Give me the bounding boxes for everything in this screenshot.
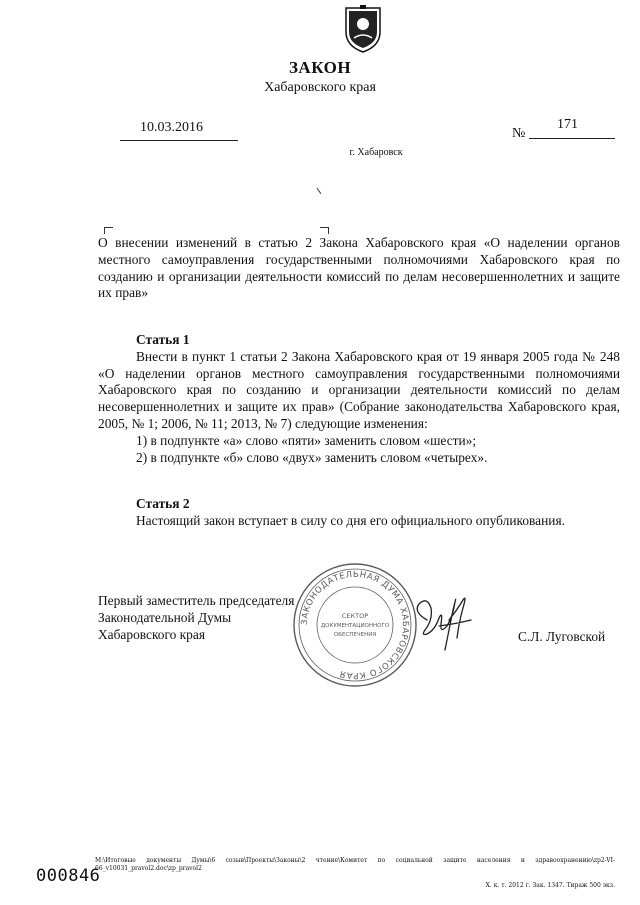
date-underline bbox=[120, 140, 238, 141]
signatory-position-line: Хабаровского края bbox=[98, 626, 205, 642]
document-date: 10.03.2016 bbox=[140, 120, 203, 135]
number-sign: № bbox=[512, 126, 526, 141]
article-1-item: 2) в подпункте «б» слово «двух» заменить словом «четырех». bbox=[136, 449, 488, 465]
scan-mark bbox=[317, 185, 326, 194]
article-2-heading: Статья 2 bbox=[136, 496, 190, 511]
file-path-footer: M:\Итоговые документы Думы\6 созыв\Проекты\Законы\2 чтение\Комитет по социальной защите населения и здравоохранению\zp2-VI-66_v10031_pravol2.doc\zp_pravol2 bbox=[95, 857, 615, 872]
coat-of-arms-icon bbox=[340, 4, 386, 54]
number-underline bbox=[529, 138, 615, 139]
document-type-title: ЗАКОН bbox=[288, 58, 352, 77]
region-subtitle: Хабаровского края bbox=[264, 80, 376, 95]
signatory-position-line: Первый заместитель председателя bbox=[98, 593, 295, 608]
seal-center-text: ОБЕСПЕЧЕНИЯ bbox=[333, 632, 377, 638]
signatory-name: С.Л. Луговской bbox=[518, 629, 606, 644]
signatory-position bbox=[98, 593, 294, 643]
seal-center-text: СЕКТОР bbox=[341, 612, 369, 620]
official-seal bbox=[290, 560, 420, 690]
document-title: О внесении изменений в статью 2 Закона Хабаровского края «О наделении органов местного самоуправления государственными полномочиями Хабаровского края по созданию и организации деятельности комиссий по делам несовершеннолетних и защите их прав» bbox=[98, 235, 620, 301]
registration-number: 000846 bbox=[36, 866, 101, 886]
signatory-position-line: Законодательной Думы bbox=[98, 609, 232, 625]
handwritten-signature bbox=[405, 590, 480, 660]
city: г. Хабаровск bbox=[349, 147, 403, 158]
seal-center-text: ДОКУМЕНТАЦИОННОГО bbox=[320, 623, 390, 629]
print-info-footer: Х. к. т. 2012 г. Зак. 1347. Тираж 500 экз. bbox=[485, 882, 615, 889]
article-1 bbox=[98, 332, 620, 466]
article-2-text: Настоящий закон вступает в силу со дня его официального опубликования. bbox=[136, 512, 565, 528]
seal-ring-text: ЗАКОНОДАТЕЛЬНАЯ ДУМА ХАБАРОВСКОГО КРАЯ bbox=[299, 569, 411, 681]
article-2 bbox=[98, 496, 620, 530]
article-1-item: 1) в подпункте «а» слово «пяти» заменить словом «шести»; bbox=[136, 432, 477, 448]
article-1-heading: Статья 1 bbox=[136, 332, 190, 347]
article-1-text: Внести в пункт 1 статьи 2 Закона Хабаровского края от 19 января 2005 года № 248 «О наделении органов местного самоуправления государственными полномочиями Хабаровского края по созданию и организации деятельности комиссий по делам несовершеннолетних и защите их прав» (Собрание законодательства Хабаровского края, 2005, № 1; 2006, № 11; 2013, № 7) следующие изменения: bbox=[98, 348, 620, 431]
title-corner-left bbox=[104, 227, 113, 234]
document-number: 171 bbox=[557, 117, 578, 132]
title-corner-right bbox=[320, 227, 329, 234]
